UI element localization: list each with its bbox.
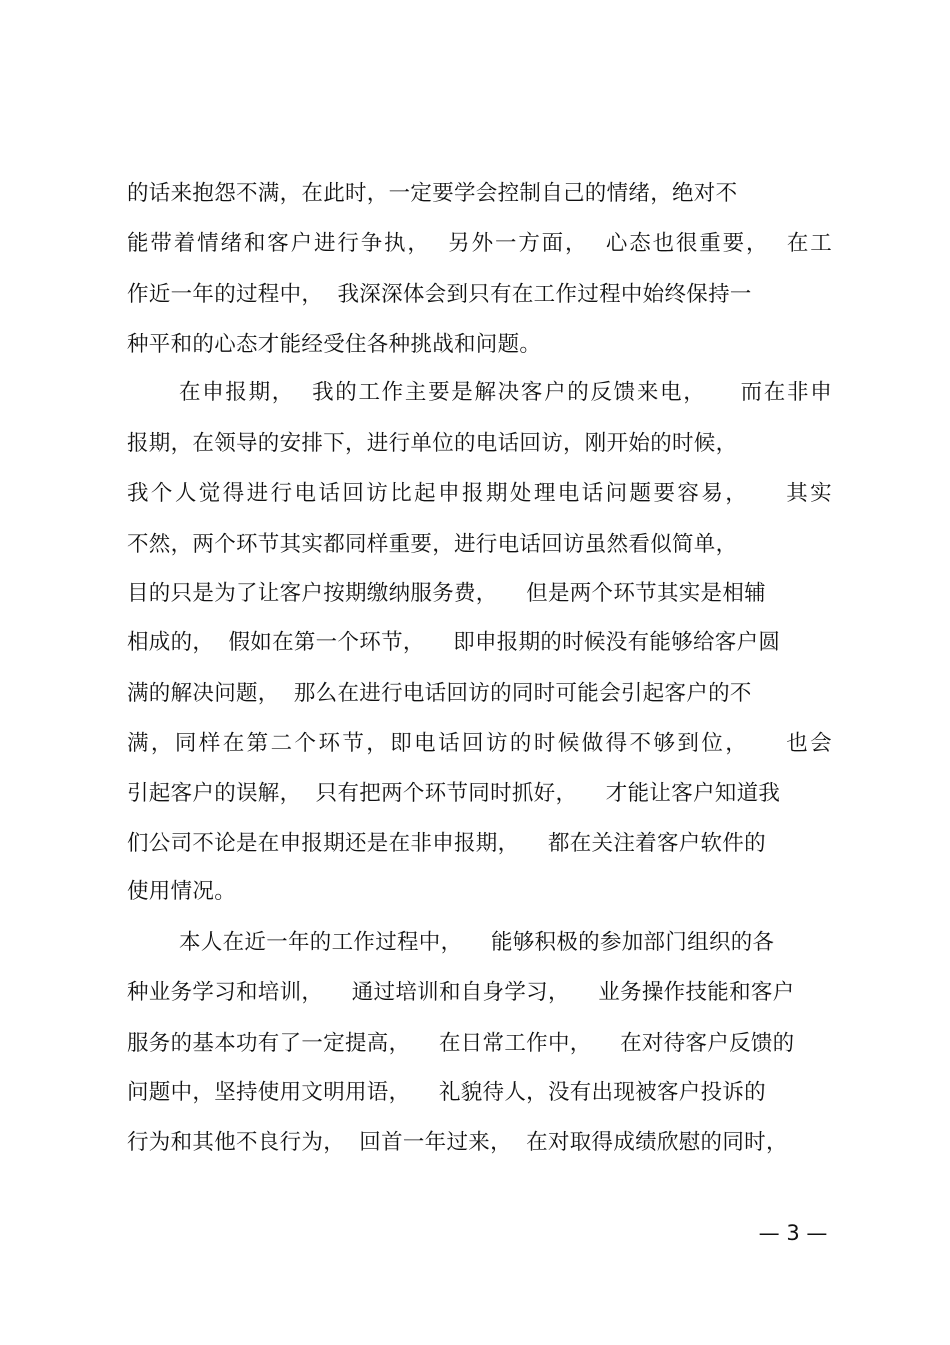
text-line-19: 问题中，坚持使用文明用语， 礼貌待人，没有出现被客户投诉的 bbox=[127, 1080, 766, 1105]
text-line-13: 引起客户的误解， 只有把两个环节同时抓好， 才能让客户知道我 bbox=[127, 781, 781, 806]
text-line-20: 行为和其他不良行为， 回首一年过来， 在对取得成绩欣慰的同时， bbox=[127, 1130, 788, 1155]
text-line-18: 服务的基本功有了一定提高， 在日常工作中， 在对待客户反馈的 bbox=[127, 1031, 795, 1056]
text-line-4: 种平和的心态才能经受住各种挑战和问题。 bbox=[127, 332, 542, 357]
text-line-17: 种业务学习和培训， 通过培训和自身学习， 业务操作技能和客户 bbox=[127, 980, 795, 1005]
text-line-14: 们公司不论是在申报期还是在非申报期， 都在关注着客户软件的 bbox=[127, 831, 766, 856]
text-line-2: 能带着情绪和客户进行争执， 另外一方面， 心态也很重要， 在工 bbox=[127, 231, 832, 256]
text-line-11: 满的解决问题， 那么在进行电话回访的同时可能会引起客户的不 bbox=[127, 681, 752, 706]
text-line-8: 不然，两个环节其实都同样重要，进行电话回访虽然看似简单， bbox=[127, 532, 738, 557]
text-line-12: 满，同样在第二个环节，即电话回访的时候做得不够到位， 也会 bbox=[127, 731, 832, 756]
text-line-5: 在申报期， 我的工作主要是解决客户的反馈来电， 而在非申 bbox=[179, 380, 832, 405]
text-line-1: 的话来抱怨不满，在此时，一定要学会控制自己的情绪，绝对不 bbox=[127, 181, 738, 206]
text-line-6: 报期，在领导的安排下，进行单位的电话回访，刚开始的时候， bbox=[127, 431, 738, 456]
text-line-15: 使用情况。 bbox=[127, 879, 237, 904]
text-line-7: 我个人觉得进行电话回访比起申报期处理电话问题要容易， 其实 bbox=[127, 481, 832, 506]
text-line-10: 相成的， 假如在第一个环节， 即申报期的时候没有能够给客户圆 bbox=[127, 630, 781, 655]
text-line-16: 本人在近一年的工作过程中， 能够积极的参加部门组织的各 bbox=[179, 930, 775, 955]
page-number: — 3 — bbox=[758, 1221, 828, 1245]
text-line-9: 目的只是为了让客户按期缴纳服务费， 但是两个环节其实是相辅 bbox=[127, 581, 766, 606]
text-line-3: 作近一年的过程中， 我深深体会到只有在工作过程中始终保持一 bbox=[127, 282, 752, 307]
